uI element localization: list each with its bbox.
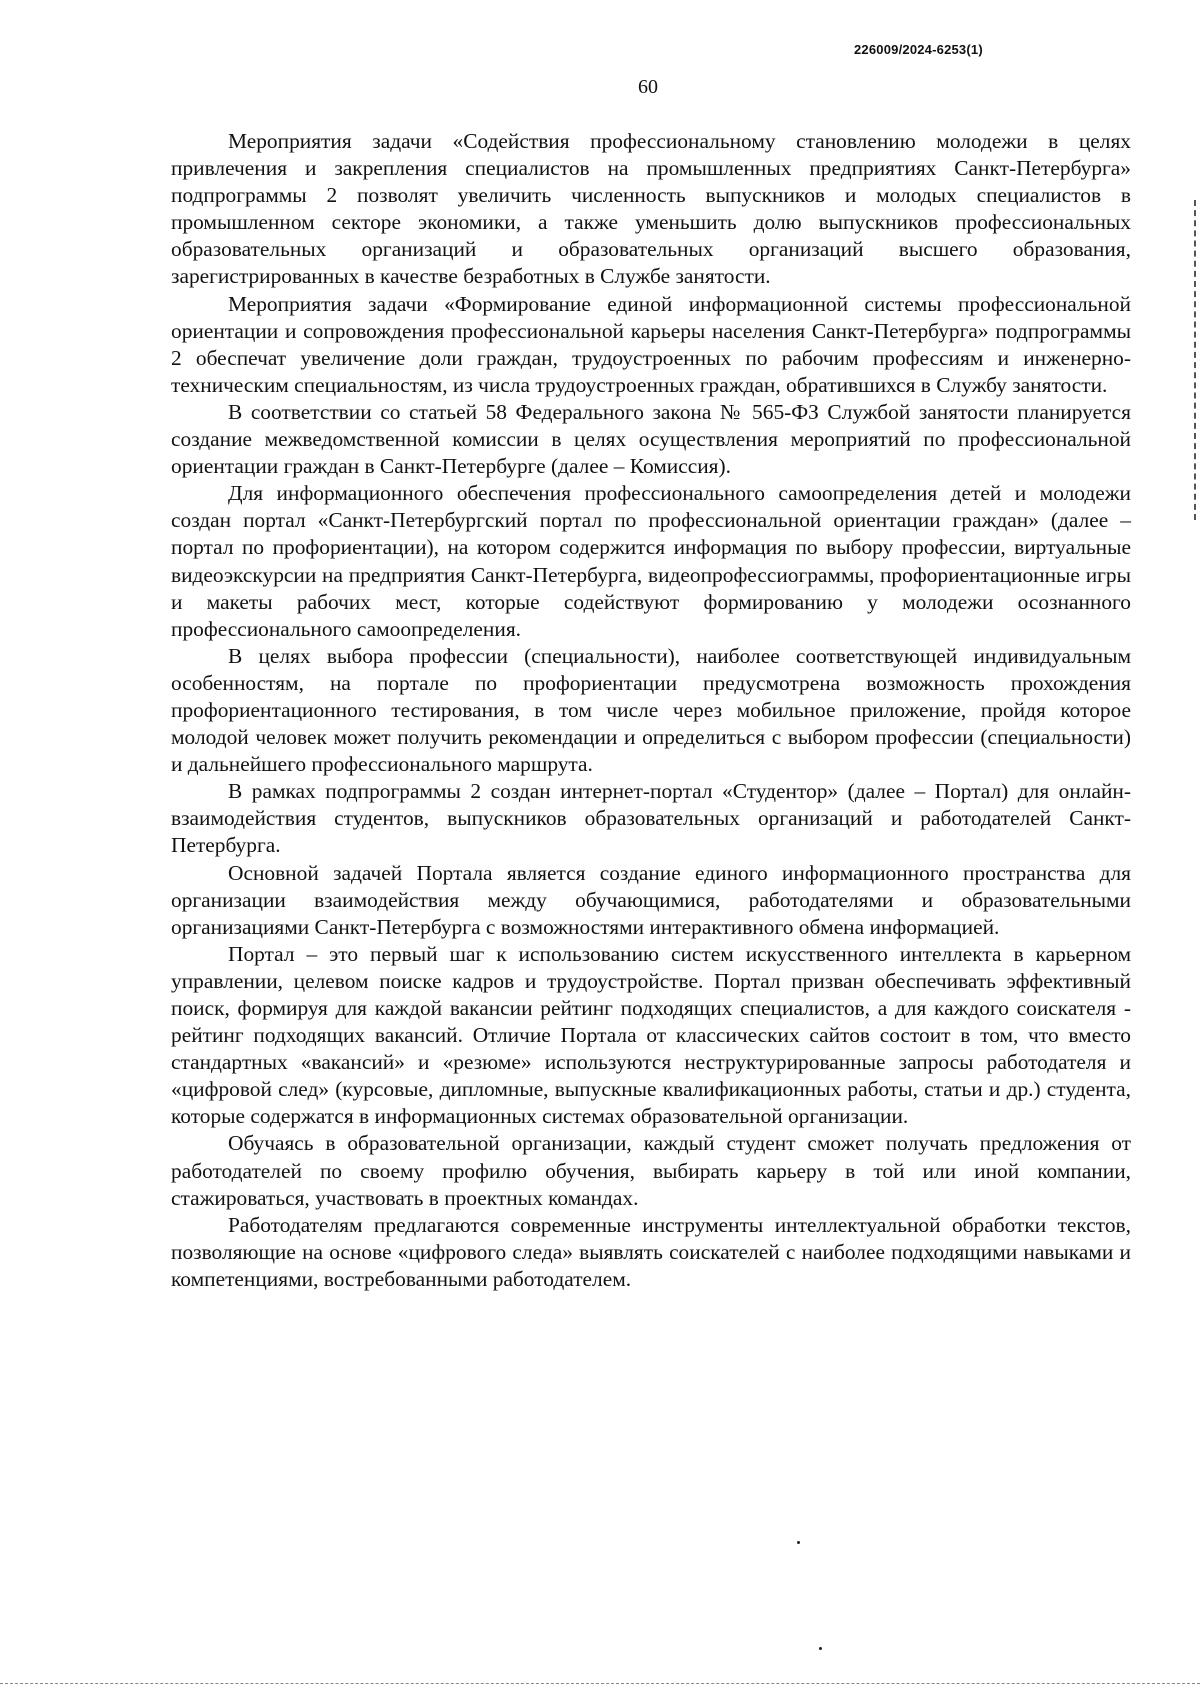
scan-edge-artifact [0,1683,1200,1685]
scan-edge-artifact [1191,200,1196,520]
paragraph: В рамках подпрограммы 2 создан интернет-портал «Студентор» (далее – Портал) для онлайн-взаимодействия студентов, выпускников образовательных организаций и работодателей Санкт-Петербурга. [171,779,1131,858]
document-body [171,128,1131,1293]
paragraph: Мероприятия задачи «Содействия профессиональному становлению молодежи в целях привлечения и закрепления специалистов на промышленных предприятиях Санкт-Петербурга» подпрограммы 2 позволят увеличить численность выпускников и молодых специалистов в промышленном секторе экономики, а также уменьшить долю выпускников профессиональных образовательных организаций и образовательных организаций высшего образования, зарегистрированных в качестве безработных в Службе занятости. [171,129,1131,289]
paragraph: Основной задачей Портала является создание единого информационного пространства для организации взаимодействия между обучающимися, работодателями и образовательными организациями Санкт-Петербурга с возможностями интерактивного обмена информацией. [171,860,1131,939]
paragraph: В соответствии со статьей 58 Федерального закона № 565-ФЗ Службой занятости планируется создание межведомственной комиссии в целях осуществления мероприятий по профессиональной ориентации граждан в Санкт-Петербурге (далее – Комиссия). [171,399,1131,479]
scan-speck [797,1541,800,1544]
scan-speck [819,1647,822,1650]
paragraph: Мероприятия задачи «Формирование единой информационной системы профессиональной ориентации и сопровождения профессиональной карьеры населения Санкт-Петербурга» подпрограммы 2 обеспечат увеличение доли граждан, трудоустроенных по рабочим профессиям и инженерно-техническим специальностям, из числа трудоустроенных граждан, обратившихся в Службу занятости. [171,291,1131,397]
page-number: 60 [638,76,658,98]
paragraph: Для информационного обеспечения профессионального самоопределения детей и молодежи создан портал «Санкт-Петербургский портал по профессиональной ориентации граждан» (далее – портал по профориентации), на котором содержится информация по выбору профессии, виртуальные видеоэкскурсии на предприятия Санкт-Петербурга, видеопрофессиограммы, профориентационные игры и макеты рабочих мест, которые содействуют формированию у молодежи осознанного профессионального самоопределения. [171,481,1131,641]
paragraph: Работодателям предлагаются современные инструменты интеллектуальной обработки текстов, позволяющие на основе «цифрового следа» выявлять соискателей с наиболее подходящими навыками и компетенциями, востребованными работодателем. [171,1212,1131,1291]
document-registration-number: 226009/2024-6253(1) [854,42,983,57]
paragraph: В целях выбора профессии (специальности), наиболее соответствующей индивидуальным особенностям, на портале по профориентации предусмотрена возможность прохождения профориентационного тестирования, в том числе через мобильное приложение, пройдя которое молодой человек может получить рекомендации и определиться с выбором профессии (специальности) и дальнейшего профессионального маршрута. [171,643,1131,777]
paragraph: Портал – это первый шаг к использованию систем искусственного интеллекта в карьерном управлении, целевом поиске кадров и трудоустройстве. Портал призван обеспечивать эффективный поиск, формируя для каждой вакансии рейтинг подходящих специалистов, а для каждого соискателя - рейтинг подходящих вакансий. Отличие Портала от классических сайтов состоит в том, что вместо стандартных «вакансий» и «резюме» используются неструктурированные запросы работодателя и «цифровой след» (курсовые, дипломные, выпускные квалификационных работы, статьи и др.) студента, которые содержатся в информационных системах образовательной организации. [171,941,1131,1129]
paragraph: Обучаясь в образовательной организации, каждый студент сможет получать предложения от работодателей по своему профилю обучения, выбирать карьеру в той или иной компании, стажироваться, участвовать в проектных командах. [171,1131,1131,1210]
